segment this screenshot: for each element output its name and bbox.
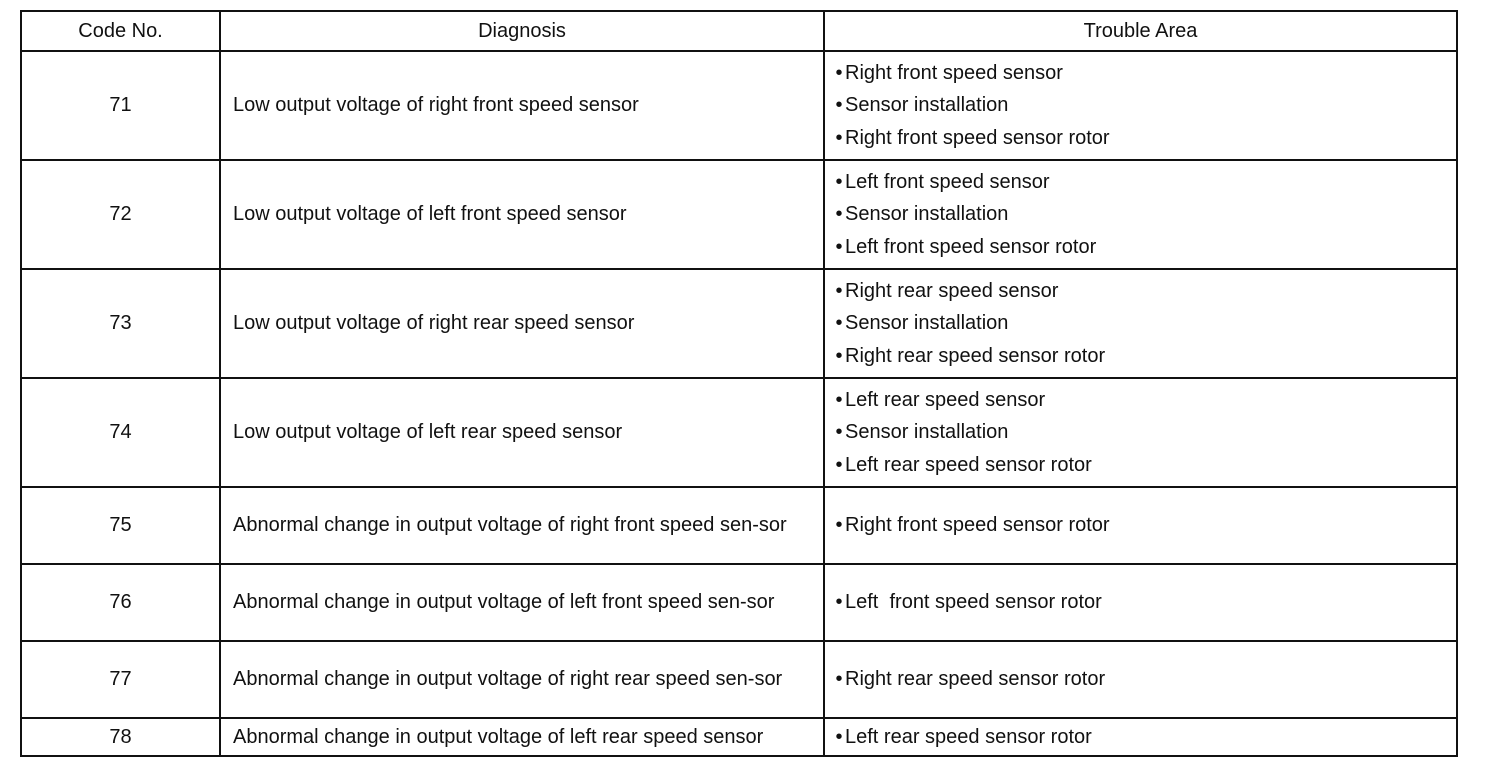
trouble-area-cell — [824, 269, 1457, 378]
table-header-row — [21, 11, 1457, 51]
diagnosis-cell: Abnormal change in output voltage of left rear speed sensor — [220, 718, 824, 756]
trouble-area-cell — [824, 718, 1457, 756]
diagnosis-cell: Low output voltage of right rear speed sensor — [220, 269, 824, 378]
header-trouble-area: Trouble Area — [824, 11, 1457, 51]
bullet-icon: • — [835, 94, 843, 117]
header-code-no: Code No. — [21, 11, 220, 51]
code-cell: 76 — [21, 564, 220, 641]
diagnosis-cell: Abnormal change in output voltage of right front speed sen-sor — [220, 487, 824, 564]
code-cell: 72 — [21, 160, 220, 269]
trouble-area-item: • Right rear speed sensor rotor — [833, 663, 1450, 696]
bullet-icon: • — [835, 668, 843, 691]
trouble-area-cell — [824, 378, 1457, 487]
trouble-area-item: • Left front speed sensor — [833, 166, 1450, 199]
code-cell: 78 — [21, 718, 220, 756]
table-row — [21, 564, 1457, 641]
bullet-icon: • — [835, 126, 843, 149]
bullet-icon: • — [835, 514, 843, 537]
header-diagnosis: Diagnosis — [220, 11, 824, 51]
bullet-icon: • — [835, 344, 843, 367]
trouble-area-item: • Right front speed sensor rotor — [833, 509, 1450, 542]
trouble-area-item: • Right front speed sensor rotor — [833, 122, 1450, 155]
table-row — [21, 487, 1457, 564]
code-cell: 75 — [21, 487, 220, 564]
bullet-icon: • — [835, 203, 843, 226]
trouble-area-item: • Sensor installation — [833, 416, 1450, 449]
table-row — [21, 160, 1457, 269]
bullet-icon: • — [835, 312, 843, 335]
trouble-area-item: • Sensor installation — [833, 307, 1450, 340]
diagnosis-cell: Low output voltage of left front speed sensor — [220, 160, 824, 269]
table-row — [21, 269, 1457, 378]
trouble-area-cell — [824, 487, 1457, 564]
table-row — [21, 378, 1457, 487]
diagnosis-cell: Low output voltage of left rear speed sensor — [220, 378, 824, 487]
table-row — [21, 641, 1457, 718]
diagnostic-code-table — [20, 10, 1458, 757]
trouble-area-item: • Right rear speed sensor rotor — [833, 340, 1450, 373]
table-row — [21, 718, 1457, 756]
code-cell: 77 — [21, 641, 220, 718]
trouble-area-item: • Right front speed sensor — [833, 57, 1450, 90]
diagnosis-cell: Low output voltage of right front speed sensor — [220, 51, 824, 160]
code-cell: 73 — [21, 269, 220, 378]
code-cell: 74 — [21, 378, 220, 487]
diagnosis-cell: Abnormal change in output voltage of right rear speed sen-sor — [220, 641, 824, 718]
bullet-icon: • — [835, 279, 843, 302]
trouble-area-item: • Left rear speed sensor — [833, 384, 1450, 417]
trouble-area-item: • Left rear speed sensor rotor — [833, 722, 1450, 752]
trouble-area-item: • Sensor installation — [833, 89, 1450, 122]
bullet-icon: • — [835, 591, 843, 614]
diagnosis-cell: Abnormal change in output voltage of left front speed sen-sor — [220, 564, 824, 641]
trouble-area-cell — [824, 564, 1457, 641]
trouble-area-cell — [824, 641, 1457, 718]
trouble-area-item: • Left front speed sensor rotor — [833, 586, 1450, 619]
bullet-icon: • — [835, 61, 843, 84]
trouble-area-item: • Left front speed sensor rotor — [833, 231, 1450, 264]
bullet-icon: • — [835, 235, 843, 258]
bullet-icon: • — [835, 726, 843, 748]
bullet-icon: • — [835, 170, 843, 193]
trouble-area-cell — [824, 51, 1457, 160]
bullet-icon: • — [835, 453, 843, 476]
bullet-icon: • — [835, 421, 843, 444]
trouble-area-item: • Left rear speed sensor rotor — [833, 449, 1450, 482]
table-row — [21, 51, 1457, 160]
trouble-area-item: • Sensor installation — [833, 198, 1450, 231]
trouble-area-item: • Right rear speed sensor — [833, 275, 1450, 308]
code-cell: 71 — [21, 51, 220, 160]
bullet-icon: • — [835, 388, 843, 411]
trouble-area-cell — [824, 160, 1457, 269]
